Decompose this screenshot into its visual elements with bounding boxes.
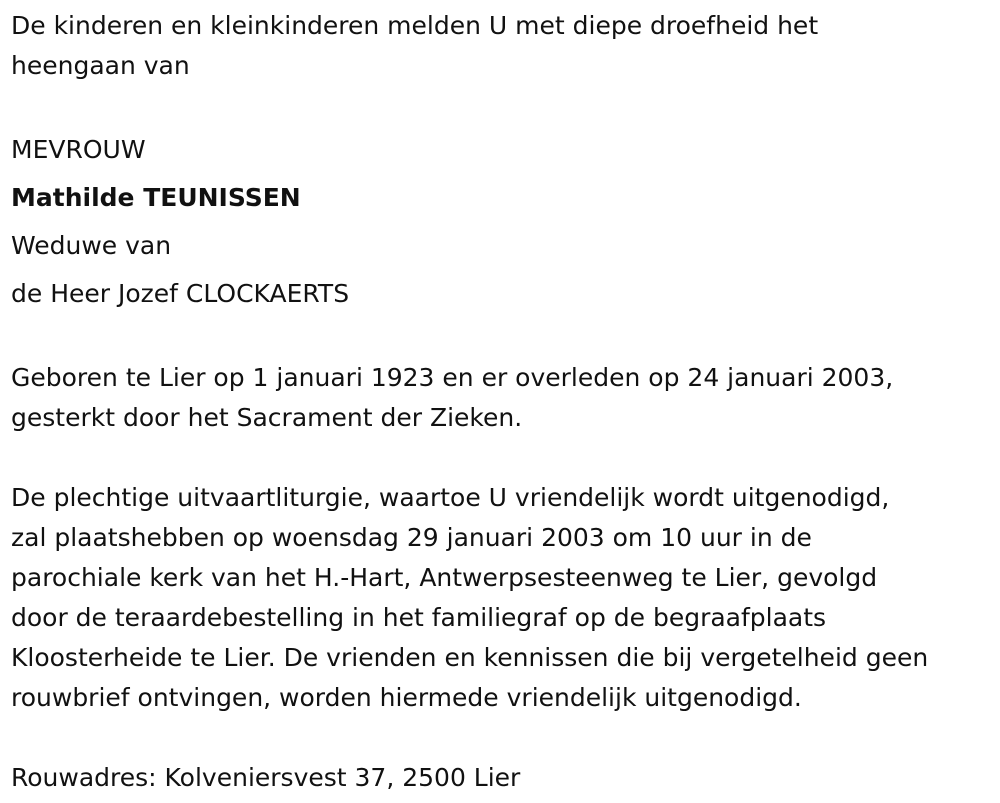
- spacer: [11, 438, 1000, 478]
- mourning-address: Rouwadres: Kolveniersvest 37, 2500 Lier: [11, 763, 521, 792]
- funeral-line: zal plaatshebben op woensdag 29 januari 2003 om 10 uur in de: [11, 523, 812, 552]
- intro-line: De kinderen en kleinkinderen melden U met diepe droefheid het: [11, 11, 819, 40]
- address-paragraph: [11, 758, 1000, 798]
- funeral-line: De plechtige uitvaartliturgie, waartoe U vriendelijk wordt uitgenodigd,: [11, 483, 890, 512]
- spouse-name: de Heer Jozef CLOCKAERTS: [11, 279, 350, 308]
- funeral-paragraph: [11, 478, 1000, 718]
- intro-paragraph: [11, 6, 1000, 86]
- birth-death-paragraph: [11, 358, 1000, 438]
- funeral-line: rouwbrief ontvingen, worden hiermede vriendelijk uitgenodigd.: [11, 683, 802, 712]
- spacer: [11, 718, 1000, 758]
- spacer: [11, 86, 1000, 126]
- deceased-name: Mathilde TEUNISSEN: [11, 183, 301, 212]
- birth-death-line: Geboren te Lier op 1 januari 1923 en er overleden op 24 januari 2003,: [11, 363, 894, 392]
- relation-label: Weduwe van: [11, 231, 172, 260]
- deceased-block: [11, 126, 1000, 318]
- funeral-line: door de teraardebestelling in het familiegraf op de begraafplaats: [11, 603, 827, 632]
- birth-death-line: gesterkt door het Sacrament der Zieken.: [11, 403, 523, 432]
- intro-line: heengaan van: [11, 51, 190, 80]
- funeral-line: Kloosterheide te Lier. De vrienden en kennissen die bij vergetelheid geen: [11, 643, 929, 672]
- honorific: MEVROUW: [11, 135, 146, 164]
- funeral-line: parochiale kerk van het H.-Hart, Antwerpsesteenweg te Lier, gevolgd: [11, 563, 878, 592]
- spacer: [11, 318, 1000, 358]
